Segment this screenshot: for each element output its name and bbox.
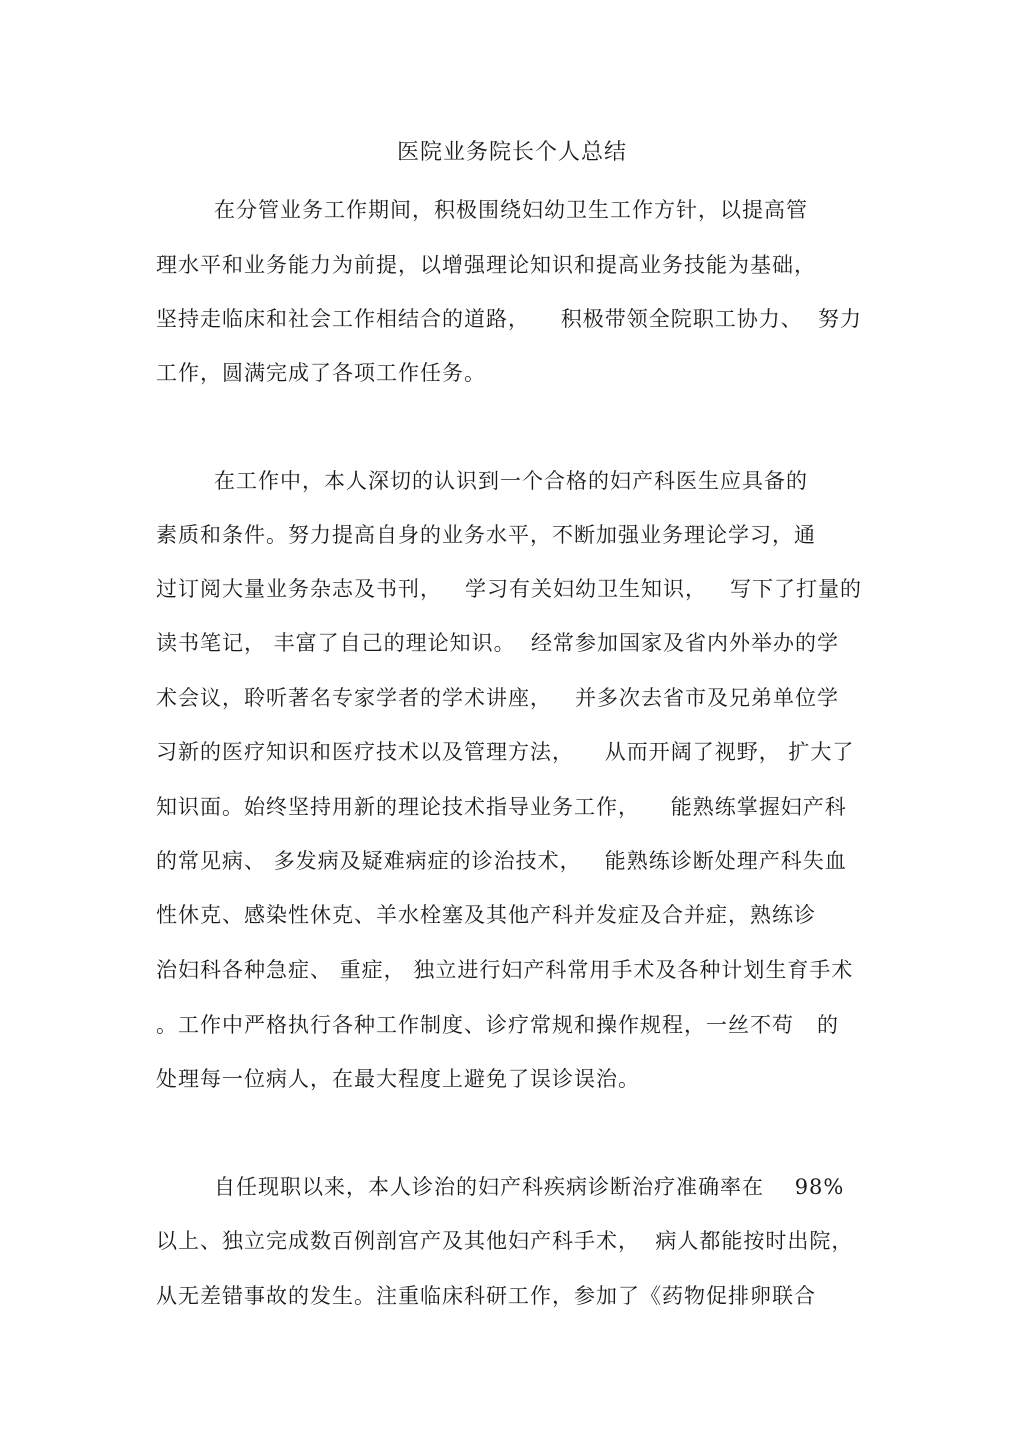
- paragraph-3-line-3: 从无差错事故的发生。注重临床科研工作，参加了《药物促排卵联合: [156, 1284, 816, 1308]
- paragraph-2-line-2: 素质和条件。努力提高自身的业务水平，不断加强业务理论学习，通: [156, 523, 816, 547]
- paragraph-3-line-2: 以上、独立完成数百例剖宫产及其他妇产科手术， 病人都能按时出院，: [156, 1229, 854, 1253]
- paragraph-1-line-3: 坚持走临床和社会工作相结合的道路， 积极带领全院职工协力、 努力: [156, 307, 863, 331]
- paragraph-1-line-2: 理水平和业务能力为前提，以增强理论知识和提高业务技能为基础，: [156, 253, 816, 277]
- paragraph-2-line-3: 过订阅大量业务杂志及书刊， 学习有关妇幼卫生知识， 写下了打量的: [156, 577, 863, 601]
- paragraph-2-line-6: 习新的医疗知识和医疗技术以及管理方法， 从而开阔了视野， 扩大了: [156, 740, 855, 764]
- paragraph-1-line-1: 在分管业务工作期间，积极围绕妇幼卫生工作方针，以提高管: [214, 198, 808, 222]
- paragraph-1-line-4: 工作，圆满完成了各项工作任务。: [156, 361, 486, 385]
- paragraph-2-line-8: 的常见病、 多发病及疑难病症的诊治技术， 能熟练诊断处理产科失血: [156, 849, 847, 873]
- paragraph-2-line-1: 在工作中，本人深切的认识到一个合格的妇产科医生应具备的: [214, 469, 808, 493]
- paragraph-2-line-10: 治妇科各种急症、 重症， 独立进行妇产科常用手术及各种计划生育手术: [156, 958, 854, 982]
- paragraph-2-line-11: 。工作中严格执行各种工作制度、诊疗常规和操作规程，一丝不苟 的: [156, 1013, 840, 1037]
- paragraph-2-line-12: 处理每一位病人，在最大程度上避免了误诊误治。: [156, 1067, 640, 1091]
- paragraph-3-line-1: 自任现职以来，本人诊治的妇产科疾病诊断治疗准确率在 98%: [214, 1175, 845, 1199]
- paragraph-2-line-5: 术会议，聆听著名专家学者的学术讲座， 并多次去省市及兄弟单位学: [156, 686, 840, 710]
- paragraph-2-line-9: 性休克、感染性休克、羊水栓塞及其他产科并发症及合并症，熟练诊: [156, 903, 816, 927]
- paragraph-2-line-7: 知识面。始终坚持用新的理论技术指导业务工作， 能熟练掌握妇产科: [156, 795, 847, 819]
- paragraph-2-line-4: 读书笔记， 丰富了自己的理论知识。 经常参加国家及省内外举办的学: [156, 631, 840, 655]
- page-title: 医院业务院长个人总结: [396, 140, 627, 165]
